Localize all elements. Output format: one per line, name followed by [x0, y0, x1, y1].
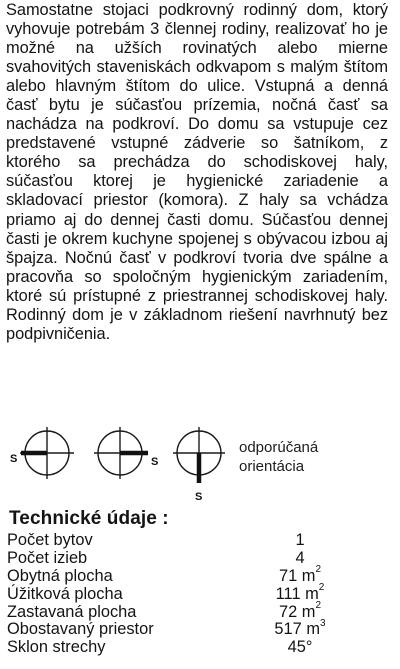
tech-data-row [7, 617, 387, 639]
tech-data-label: Počet izieb [7, 548, 88, 567]
compass-east-mark: S [151, 456, 159, 468]
orientation-label-line1: odporúčaná [239, 439, 319, 456]
tech-data-row [7, 550, 387, 568]
tech-data-unit: m [306, 620, 320, 639]
tech-data-title: Technické údaje : [9, 508, 169, 529]
tech-data-value [260, 532, 340, 550]
tech-data-table [7, 532, 387, 657]
tech-data-unit: m [301, 566, 316, 585]
tech-data-value [260, 564, 340, 586]
tech-data-value [260, 639, 340, 657]
tech-data-number: 517 [274, 620, 302, 639]
orientation-label-line2: orientácia [239, 458, 305, 475]
tech-data-value [260, 617, 340, 639]
tech-data-number: 72 [278, 602, 298, 621]
tech-data-unit: m [301, 602, 316, 621]
house-description: Samostatne stojaci podkrovný rodinný dom, ktorý vyhovuje potrebám 3 člennej rodiny, realizovať ho je možné na užších rovinatých alebo mierne svahovitých staveniskách odkvapom s malým štítom alebo hlavným štítom do ulice. Vstupná a denná časť bytu je súčasťou prízemia, nočná časť sa nachádza na podkroví. Do domu sa vstupuje cez predstavené vstupné zádverie so šatníkom, z ktorého sa prechádza do schodiskovej haly, súčasťou ktorej je hygienické zariadenie a skladovací priestor (komora). Z haly sa vchádza priamo aj do dennej časti domu. Súčasťou dennej časti je okrem kuchyne spojenej s obývacou izbou aj špajza. Nočnú časť v podkroví tvoria dve spálne a pracovňa so spoločným hygienickým zariadením, ktoré sú prístupné z priestrannej schodiskovej haly. Rodinný dom je v základnom riešení navrhnutý bez podpivničenia. [6, 1, 388, 343]
compass-east-icon [90, 425, 168, 485]
tech-data-row [7, 639, 387, 657]
tech-data-number: 111 [275, 584, 301, 603]
tech-data-unit-exponent: 2 [315, 600, 321, 612]
tech-data-unit-exponent: 2 [315, 564, 321, 576]
tech-data-label: Obostavaný priestor [7, 620, 154, 639]
tech-data-number: 45° [287, 638, 313, 657]
tech-data-value [260, 550, 340, 568]
orientation-label [239, 438, 318, 476]
compass-west-icon [10, 425, 80, 485]
tech-data-row [7, 532, 387, 550]
tech-data-label: Sklon strechy [7, 638, 106, 657]
tech-data-unit: m [305, 584, 319, 603]
compass-west-mark: S [10, 453, 18, 465]
tech-data-row [7, 564, 387, 586]
compass-south-mark: S [195, 491, 203, 503]
tech-data-label: Počet bytov [7, 531, 93, 549]
tech-data-number: 4 [295, 548, 305, 567]
tech-data-row [7, 582, 387, 604]
tech-data-label: Obytná plocha [7, 566, 113, 585]
tech-data-label: Úžitková plocha [7, 584, 123, 603]
tech-data-row [7, 600, 387, 622]
compass-south-icon [172, 425, 232, 509]
tech-data-unit-exponent: 3 [320, 617, 326, 629]
tech-data-unit-exponent: 2 [318, 582, 325, 594]
tech-data-label: Zastavaná plocha [7, 602, 137, 621]
tech-data-number: 71 [278, 566, 298, 585]
orientation-section [0, 425, 400, 515]
tech-data-value [260, 582, 340, 604]
tech-data-number: 1 [295, 531, 305, 549]
tech-data-value [260, 600, 340, 622]
